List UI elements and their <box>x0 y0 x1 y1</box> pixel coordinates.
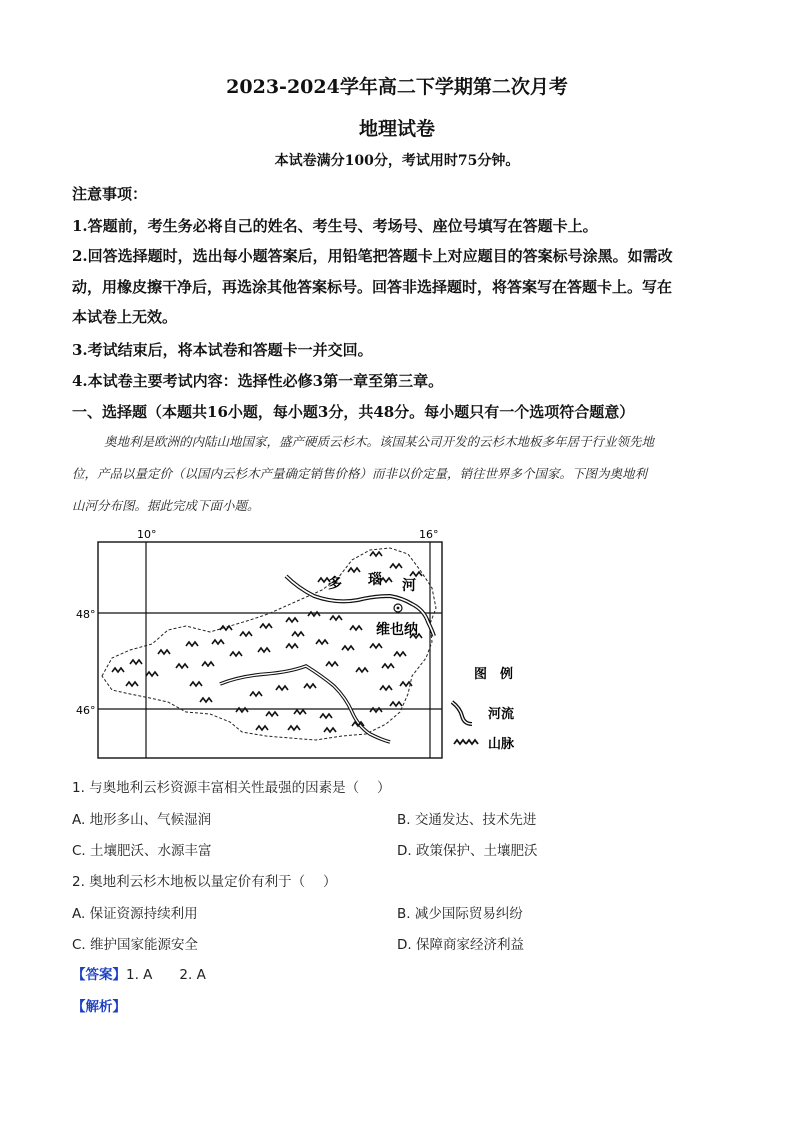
legend-river-label: 河流 <box>488 707 515 722</box>
q1-option-a[interactable]: A. 地形多山、气候湿润 <box>72 812 212 828</box>
river-char-3: 河 <box>402 578 416 594</box>
note-2b: 动，用橡皮擦干净后，再选涂其他答案标号。回答非选择题时，将答案写在答题卡上。写在 <box>72 278 673 296</box>
map-frame <box>98 542 442 758</box>
lat-label-46: 46° <box>76 704 96 717</box>
legend-title: 图 例 <box>474 667 514 682</box>
river-char-1: 多 <box>328 576 342 592</box>
vienna-label: 维也纳 <box>376 622 418 638</box>
lon-label-10: 10° <box>137 528 157 541</box>
note-2a: 2.回答选择题时，选出每小题答案后，用铅笔把答题卡上对应题目的答案标号涂黑。如需改 <box>72 247 673 265</box>
lon-label-16: 16° <box>419 528 439 541</box>
note-4: 4.本试卷主要考试内容：选择性必修3第一章至第三章。 <box>72 372 444 390</box>
passage-line-2: 位，产品以量定价（以国内云杉木产量确定销售价格）而非以价定量，销往世界多个国家。下图为奥地利 <box>72 466 648 481</box>
q2-option-b[interactable]: B. 减少国际贸易纠纷 <box>397 906 523 922</box>
note-1: 1.答题前，考生务必将自己的姓名、考生号、考场号、座位号填写在答题卡上。 <box>72 217 598 235</box>
q2-option-c[interactable]: C. 维护国家能源安全 <box>72 937 199 953</box>
river-char-2: 瑙 <box>368 572 382 588</box>
note-2c: 本试卷上无效。 <box>72 308 178 326</box>
lat-label-48: 48° <box>76 608 96 621</box>
note-3: 3.考试结束后，将本试卷和答题卡一并交回。 <box>72 341 373 359</box>
answer-text: 1. A 2. A <box>126 967 206 983</box>
answer-row <box>72 963 206 983</box>
q2-stem: 2. 奥地利云杉木地板以量定价有利于（ ） <box>72 874 337 890</box>
austria-map <box>76 526 550 762</box>
exam-subject: 地理试卷 <box>358 118 435 140</box>
passage-line-3: 山河分布图。据此完成下面小题。 <box>72 498 260 513</box>
q1-stem: 1. 与奥地利云杉资源丰富相关性最强的因素是（ ） <box>72 780 391 796</box>
legend-mountain-icon <box>454 740 478 744</box>
notes-heading: 注意事项： <box>72 185 148 203</box>
q2-option-a[interactable]: A. 保证资源持续利用 <box>72 906 198 922</box>
answer-tag: 【答案】 <box>72 967 126 983</box>
section-heading: 一、选择题（本题共16小题，每小题3分，共48分。每小题只有一个选项符合题意） <box>72 403 635 421</box>
analysis-tag: 【解析】 <box>72 999 126 1015</box>
q1-option-c[interactable]: C. 土壤肥沃、水源丰富 <box>72 843 212 859</box>
legend-mountain-label: 山脉 <box>488 737 515 752</box>
q1-option-d[interactable]: D. 政策保护、土壤肥沃 <box>397 843 538 859</box>
analysis-row <box>72 995 126 1015</box>
q1-option-b[interactable]: B. 交通发达、技术先进 <box>397 812 537 828</box>
passage-line-1: 奥地利是欧洲的内陆山地国家，盛产硬质云杉木。该国某公司开发的云杉木地板多年居于行业领先地 <box>104 434 655 449</box>
q2-option-d[interactable]: D. 保障商家经济利益 <box>397 937 524 953</box>
exam-title: 2023-2024学年高二下学期第二次月考 <box>226 76 568 98</box>
exam-info: 本试卷满分100分，考试用时75分钟。 <box>274 153 520 169</box>
